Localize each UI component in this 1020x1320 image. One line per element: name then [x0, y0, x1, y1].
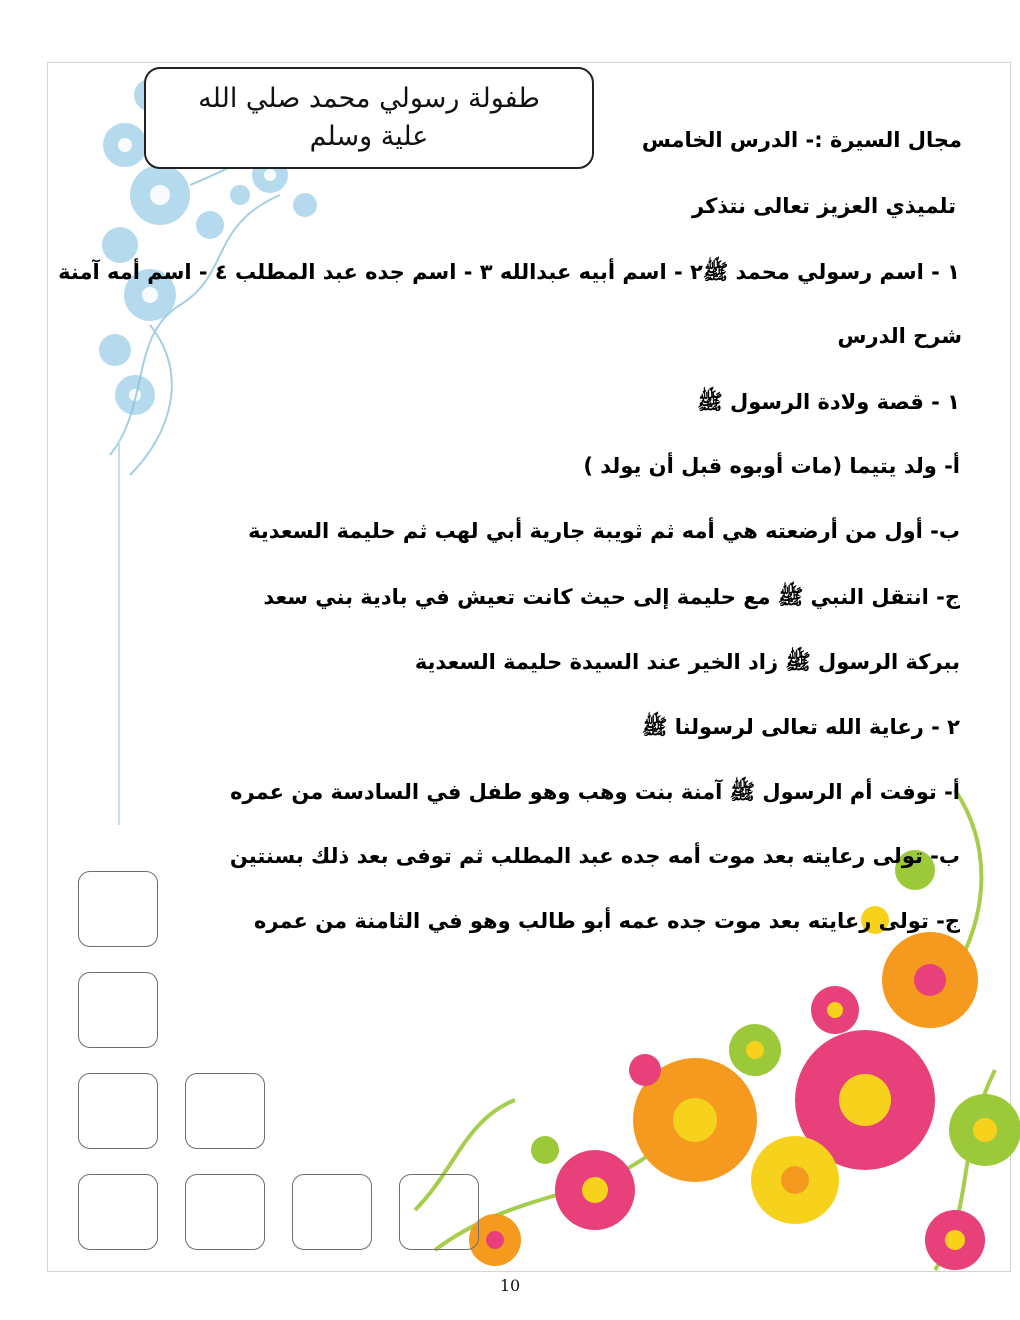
answer-box[interactable]	[78, 972, 158, 1048]
answer-box[interactable]	[399, 1174, 479, 1250]
answer-box[interactable]	[292, 1174, 372, 1250]
point-a-orphan: أ- ولد يتيما (مات أوبوه قبل أن يولد )	[583, 454, 960, 478]
answer-box[interactable]	[78, 871, 158, 947]
page-number: 10	[499, 1276, 521, 1295]
answer-box[interactable]	[78, 1073, 158, 1149]
answer-box[interactable]	[78, 1174, 158, 1250]
explanation-heading: شرح الدرس	[837, 324, 962, 348]
recall-prompt: تلميذي العزيز تعالى نتذكر	[692, 194, 956, 218]
lesson-heading: مجال السيرة :- الدرس الخامس	[641, 128, 962, 152]
point-c-uncle: ج- تولى رعايته بعد موت جده عمه أبو طالب وهو في الثامنة من عمره	[254, 909, 960, 933]
decorative-vertical-line	[118, 440, 120, 825]
section-one-heading: ١ - قصة ولادة الرسول ﷺ	[697, 390, 960, 414]
blessing-line: ببركة الرسول ﷺ زاد الخير عند السيدة حليمة السعدية	[414, 650, 960, 674]
point-b-grandfather: ب- تولى رعايته بعد موت أمه جده عبد المطلب ثم توفى بعد ذلك بسنتين	[229, 844, 960, 868]
answer-box[interactable]	[185, 1174, 265, 1250]
recall-facts: ١ - اسم رسولي محمد ﷺ٢ - اسم أبيه عبدالله ٣ - اسم جده عبد المطلب ٤ - اسم أمه آمنة	[58, 260, 960, 284]
lesson-title-box	[144, 67, 594, 169]
point-b-nursing: ب- أول من أرضعته هي أمه ثم ثويبة جارية أبي لهب ثم حليمة السعدية	[248, 519, 960, 543]
point-a-mother-death: أ- توفت أم الرسول ﷺ آمنة بنت وهب وهو طفل في السادسة من عمره	[230, 780, 960, 804]
answer-box[interactable]	[185, 1073, 265, 1149]
point-c-moved: ج- انتقل النبي ﷺ مع حليمة إلى حيث كانت تعيش في بادية بني سعد	[263, 585, 960, 609]
lesson-title: طفولة رسولي محمد صلي الله علية وسلم	[198, 83, 540, 152]
section-two-heading: ٢ - رعاية الله تعالى لرسولنا ﷺ	[642, 715, 960, 739]
